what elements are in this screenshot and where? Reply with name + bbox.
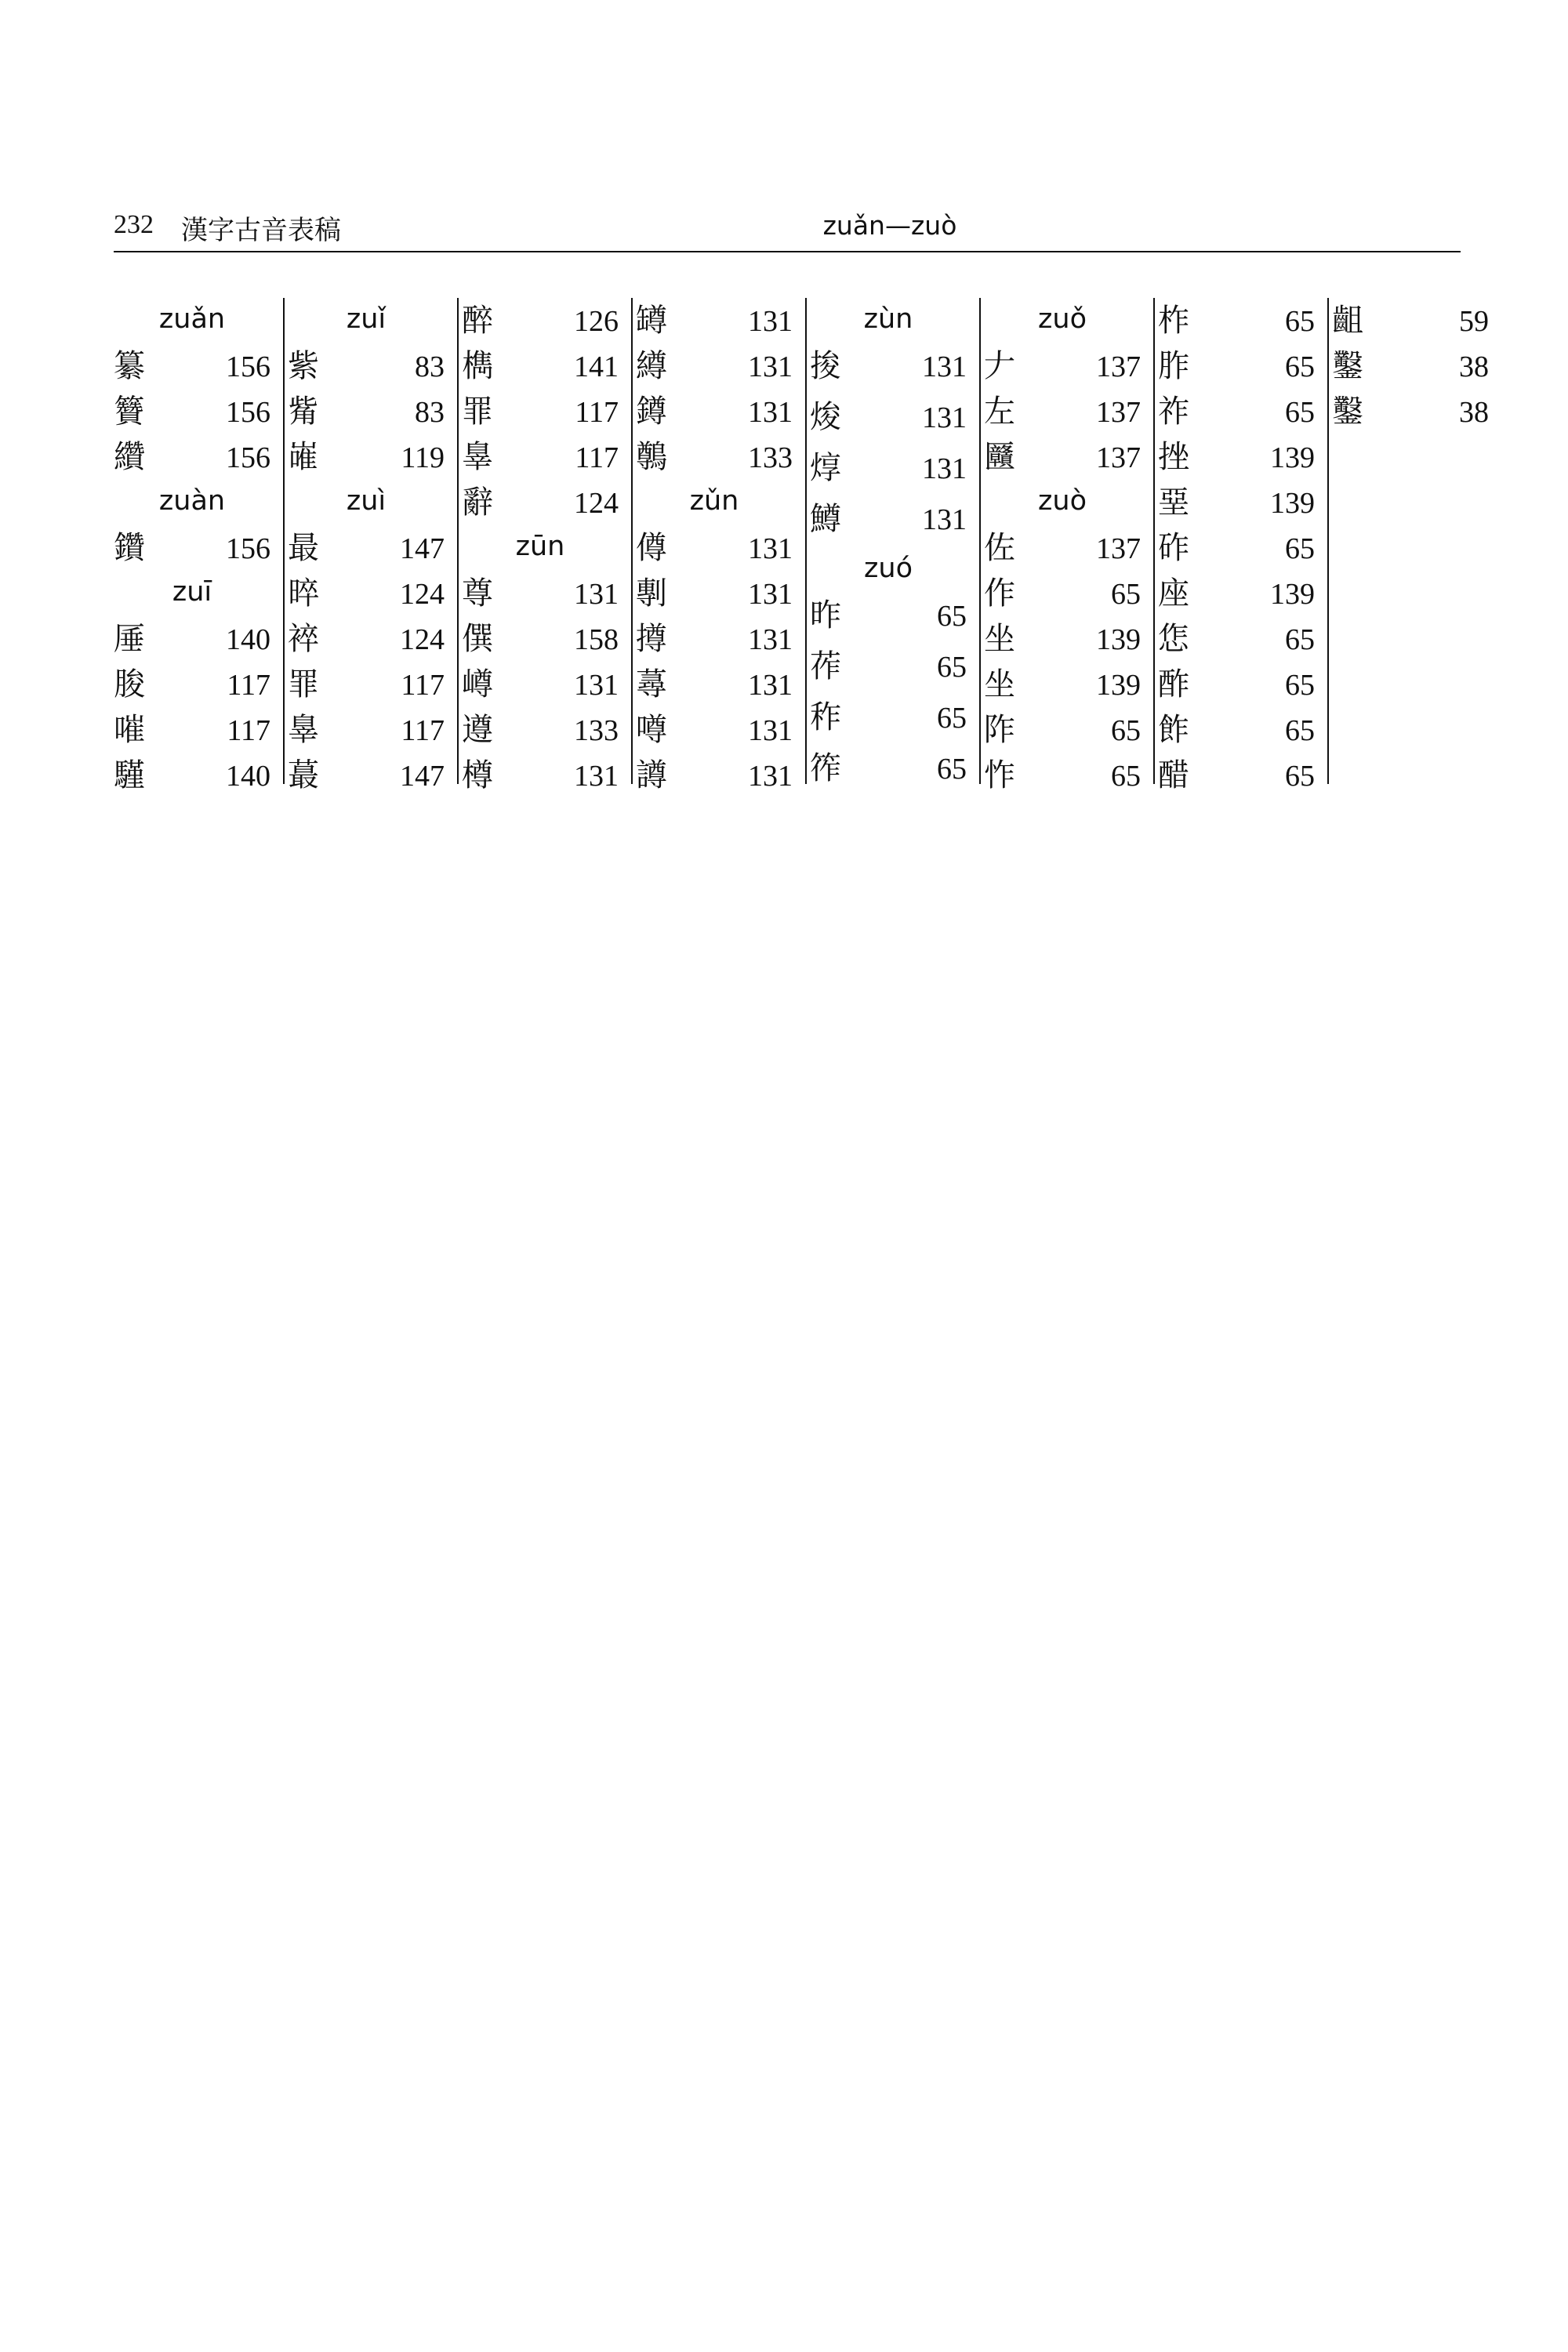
index-entry bbox=[1332, 389, 1489, 434]
index-entry bbox=[636, 616, 793, 662]
entry-character: 柞 bbox=[1158, 303, 1189, 339]
entry-character: 僎 bbox=[462, 621, 493, 657]
entry-character: 䘹 bbox=[288, 621, 319, 657]
entry-page-number: 131 bbox=[748, 578, 793, 611]
entry-character: 剸 bbox=[636, 575, 667, 612]
syllable-heading: zuò bbox=[1038, 485, 1087, 517]
index-entry bbox=[288, 343, 445, 389]
entry-page-number: 65 bbox=[1285, 305, 1315, 338]
entry-page-number: 65 bbox=[937, 600, 967, 633]
entry-character: 阼 bbox=[984, 712, 1015, 748]
entry-character: 尊 bbox=[462, 575, 493, 612]
entry-page-number: 131 bbox=[574, 669, 619, 702]
index-entry bbox=[636, 298, 793, 343]
index-entry bbox=[636, 571, 793, 616]
entry-page-number: 139 bbox=[1270, 487, 1315, 520]
entry-character: 鑽 bbox=[114, 530, 145, 566]
entry-page-number: 156 bbox=[226, 350, 270, 383]
entry-character: 撙 bbox=[636, 621, 667, 657]
entry-page-number: 137 bbox=[1096, 350, 1141, 383]
entry-page-number: 83 bbox=[415, 350, 445, 383]
index-entry bbox=[114, 662, 270, 707]
index-entry bbox=[636, 434, 793, 480]
index-entry bbox=[636, 343, 793, 389]
index-entry bbox=[984, 525, 1141, 571]
entry-page-number: 131 bbox=[574, 760, 619, 793]
entry-character: 挫 bbox=[1158, 439, 1189, 475]
entry-page-number: 147 bbox=[400, 532, 445, 565]
entry-character: 譐 bbox=[636, 757, 667, 793]
syllable-heading: zuì bbox=[346, 485, 387, 517]
entry-character: 祚 bbox=[1158, 394, 1189, 430]
entry-character: 焌 bbox=[810, 399, 841, 435]
entry-character: 樽 bbox=[462, 757, 493, 793]
entry-character: 蕁 bbox=[636, 666, 667, 702]
entry-page-number: 117 bbox=[401, 669, 445, 702]
syllable-heading: zuàn bbox=[158, 485, 226, 517]
entry-character: 蕞 bbox=[288, 757, 319, 793]
index-entry bbox=[810, 746, 967, 797]
entry-character: 莋 bbox=[810, 648, 841, 684]
index-entry bbox=[636, 525, 793, 571]
entry-page-number: 139 bbox=[1270, 578, 1315, 611]
index-column bbox=[984, 298, 1155, 793]
entry-character: 捘 bbox=[810, 348, 841, 384]
index-entry bbox=[1158, 571, 1315, 616]
entry-character: 醉 bbox=[462, 303, 493, 339]
entry-character: 鱒 bbox=[810, 501, 841, 537]
syllable-heading: zūn bbox=[515, 531, 565, 562]
entry-character: 嗺 bbox=[114, 712, 145, 748]
entry-page-number: 139 bbox=[1096, 669, 1141, 702]
index-entry bbox=[462, 753, 619, 798]
index-entry bbox=[984, 616, 1141, 662]
column-divider bbox=[979, 298, 981, 784]
entry-page-number: 59 bbox=[1459, 305, 1489, 338]
entry-character: 胙 bbox=[1158, 348, 1189, 384]
entry-character: 嶟 bbox=[462, 666, 493, 702]
index-column bbox=[288, 298, 459, 793]
index-entry bbox=[984, 389, 1141, 434]
entry-page-number: 38 bbox=[1459, 396, 1489, 429]
entry-character: 砟 bbox=[1158, 530, 1189, 566]
entry-page-number: 117 bbox=[575, 441, 619, 474]
entry-page-number: 117 bbox=[575, 396, 619, 429]
entry-page-number: 139 bbox=[1270, 441, 1315, 474]
pinyin-range: zuǎn—zuò bbox=[822, 210, 957, 241]
entry-character: 㔶 bbox=[984, 439, 1015, 475]
entry-page-number: 137 bbox=[1096, 532, 1141, 565]
entry-page-number: 139 bbox=[1096, 623, 1141, 656]
entry-page-number: 131 bbox=[922, 401, 967, 434]
index-entry bbox=[114, 434, 270, 480]
running-header bbox=[114, 205, 1461, 249]
index-entry bbox=[810, 343, 967, 394]
index-entry bbox=[984, 343, 1141, 389]
entry-character: 繜 bbox=[636, 348, 667, 384]
index-entry bbox=[1158, 389, 1315, 434]
entry-page-number: 65 bbox=[1285, 669, 1315, 702]
syllable-heading: zùn bbox=[863, 303, 913, 335]
entry-character: 秨 bbox=[810, 699, 841, 735]
index-entry bbox=[462, 616, 619, 662]
entry-page-number: 131 bbox=[748, 396, 793, 429]
entry-character: 檇 bbox=[462, 348, 493, 384]
entry-page-number: 131 bbox=[748, 760, 793, 793]
entry-character: 朘 bbox=[114, 666, 145, 702]
entry-page-number: 65 bbox=[1285, 714, 1315, 747]
entry-page-number: 131 bbox=[748, 350, 793, 383]
index-column bbox=[114, 298, 285, 793]
entry-page-number: 131 bbox=[748, 623, 793, 656]
index-entry bbox=[636, 389, 793, 434]
entry-page-number: 65 bbox=[1111, 714, 1141, 747]
column-divider bbox=[283, 298, 285, 784]
entry-page-number: 65 bbox=[1111, 760, 1141, 793]
index-entry bbox=[114, 389, 270, 434]
entry-page-number: 137 bbox=[1096, 441, 1141, 474]
index-entry bbox=[462, 662, 619, 707]
index-entry bbox=[636, 662, 793, 707]
entry-page-number: 156 bbox=[226, 441, 270, 474]
syllable-heading: zuǒ bbox=[1038, 303, 1087, 335]
page-number: 232 bbox=[114, 210, 154, 239]
syllable-heading: zuǐ bbox=[346, 303, 387, 335]
entry-page-number: 124 bbox=[400, 578, 445, 611]
index-entry bbox=[636, 707, 793, 753]
entry-page-number: 65 bbox=[1285, 760, 1315, 793]
entry-character: 作 bbox=[984, 575, 1015, 612]
index-entry bbox=[636, 753, 793, 798]
index-entry bbox=[114, 616, 270, 662]
header-rule bbox=[114, 251, 1461, 252]
entry-page-number: 65 bbox=[937, 702, 967, 735]
index-entry bbox=[1158, 480, 1315, 525]
index-entry bbox=[462, 707, 619, 753]
index-entry bbox=[462, 434, 619, 480]
index-entry bbox=[810, 394, 967, 445]
entry-page-number: 131 bbox=[748, 532, 793, 565]
entry-character: 辭 bbox=[462, 485, 493, 521]
entry-character: 辠 bbox=[462, 439, 493, 475]
entry-page-number: 131 bbox=[922, 503, 967, 536]
index-entry bbox=[288, 753, 445, 798]
entry-page-number: 65 bbox=[1285, 532, 1315, 565]
entry-character: 鑿 bbox=[1332, 348, 1363, 384]
index-entry bbox=[288, 571, 445, 616]
entry-page-number: 131 bbox=[574, 578, 619, 611]
index-entry bbox=[288, 662, 445, 707]
entry-character: 坐 bbox=[984, 621, 1015, 657]
index-entry bbox=[288, 525, 445, 571]
entry-character: 鑿 bbox=[1332, 394, 1363, 430]
entry-page-number: 65 bbox=[937, 753, 967, 786]
entry-character: 晬 bbox=[288, 575, 319, 612]
entry-character: 籫 bbox=[114, 394, 145, 430]
entry-page-number: 131 bbox=[748, 669, 793, 702]
entry-character: 噂 bbox=[636, 712, 667, 748]
index-entry bbox=[984, 707, 1141, 753]
entry-character: 焞 bbox=[810, 450, 841, 486]
entry-character: 紫 bbox=[288, 348, 319, 384]
entry-character: 罪 bbox=[462, 394, 493, 430]
entry-character: 酢 bbox=[1158, 666, 1189, 702]
index-entry bbox=[984, 753, 1141, 798]
entry-page-number: 119 bbox=[401, 441, 445, 474]
index-entry bbox=[1158, 616, 1315, 662]
entry-character: 最 bbox=[288, 530, 319, 566]
entry-page-number: 117 bbox=[401, 714, 445, 747]
entry-page-number: 65 bbox=[1285, 396, 1315, 429]
entry-character: 纂 bbox=[114, 348, 145, 384]
index-entry bbox=[810, 695, 967, 746]
index-entry bbox=[1158, 753, 1315, 798]
entry-page-number: 65 bbox=[1285, 623, 1315, 656]
syllable-heading: zuó bbox=[864, 553, 913, 584]
entry-character: 遵 bbox=[462, 712, 493, 748]
index-column bbox=[462, 298, 633, 793]
entry-page-number: 117 bbox=[227, 669, 270, 702]
entry-character: 𠂇 bbox=[984, 348, 1015, 384]
entry-page-number: 137 bbox=[1096, 396, 1141, 429]
entry-page-number: 131 bbox=[922, 350, 967, 383]
entry-page-number: 65 bbox=[1285, 350, 1315, 383]
entry-page-number: 140 bbox=[226, 760, 270, 793]
column-divider bbox=[805, 298, 807, 784]
entry-character: 嶉 bbox=[288, 439, 319, 475]
entry-character: 怍 bbox=[984, 757, 1015, 793]
index-table bbox=[114, 298, 1489, 800]
entry-page-number: 117 bbox=[227, 714, 270, 747]
entry-character: 座 bbox=[1158, 575, 1189, 612]
entry-page-number: 126 bbox=[574, 305, 619, 338]
entry-character: 筰 bbox=[810, 750, 841, 786]
entry-character: 鷷 bbox=[636, 439, 667, 475]
index-entry bbox=[114, 343, 270, 389]
index-column bbox=[1158, 298, 1329, 793]
index-entry bbox=[810, 644, 967, 695]
column-divider bbox=[631, 298, 633, 784]
entry-page-number: 38 bbox=[1459, 350, 1489, 383]
index-entry bbox=[1332, 298, 1489, 343]
entry-character: 辠 bbox=[288, 712, 319, 748]
entry-character: 厜 bbox=[114, 621, 145, 657]
entry-character: 昨 bbox=[810, 597, 841, 633]
index-entry bbox=[810, 593, 967, 644]
index-entry bbox=[288, 707, 445, 753]
index-entry bbox=[810, 445, 967, 496]
index-entry bbox=[1158, 707, 1315, 753]
entry-page-number: 156 bbox=[226, 396, 270, 429]
entry-character: 堊 bbox=[1158, 485, 1189, 521]
column-divider bbox=[1327, 298, 1329, 784]
book-title: 漢字古音表稿 bbox=[181, 215, 341, 246]
entry-page-number: 124 bbox=[574, 487, 619, 520]
entry-page-number: 124 bbox=[400, 623, 445, 656]
entry-page-number: 156 bbox=[226, 532, 270, 565]
index-entry bbox=[1158, 525, 1315, 571]
entry-character: 觜 bbox=[288, 394, 319, 430]
column-divider bbox=[1153, 298, 1155, 784]
entry-page-number: 131 bbox=[748, 714, 793, 747]
entry-page-number: 140 bbox=[226, 623, 270, 656]
index-entry bbox=[288, 616, 445, 662]
index-entry bbox=[462, 343, 619, 389]
entry-page-number: 65 bbox=[1111, 578, 1141, 611]
index-entry bbox=[114, 707, 270, 753]
index-entry bbox=[462, 298, 619, 343]
entry-character: 罪 bbox=[288, 666, 319, 702]
index-entry bbox=[288, 389, 445, 434]
index-entry bbox=[462, 571, 619, 616]
index-entry bbox=[1158, 662, 1315, 707]
index-entry bbox=[984, 662, 1141, 707]
syllable-heading: zǔn bbox=[689, 485, 739, 517]
entry-page-number: 147 bbox=[400, 760, 445, 793]
index-entry bbox=[1332, 343, 1489, 389]
entry-page-number: 158 bbox=[574, 623, 619, 656]
entry-page-number: 83 bbox=[415, 396, 445, 429]
column-divider bbox=[457, 298, 459, 784]
index-entry bbox=[114, 753, 270, 798]
entry-character: 罇 bbox=[636, 303, 667, 339]
entry-page-number: 131 bbox=[748, 305, 793, 338]
index-column bbox=[810, 298, 981, 784]
entry-character: 左 bbox=[984, 394, 1015, 430]
entry-character: 鐏 bbox=[636, 394, 667, 430]
entry-character: 㤰 bbox=[1158, 621, 1189, 657]
index-entry bbox=[810, 496, 967, 547]
index-column bbox=[636, 298, 807, 793]
index-column bbox=[1332, 298, 1503, 784]
entry-character: 坐 bbox=[984, 666, 1015, 702]
index-entry bbox=[984, 434, 1141, 480]
entry-character: 纘 bbox=[114, 439, 145, 475]
entry-page-number: 133 bbox=[748, 441, 793, 474]
entry-character: 佐 bbox=[984, 530, 1015, 566]
entry-character: 僔 bbox=[636, 530, 667, 566]
index-entry bbox=[984, 571, 1141, 616]
entry-character: 飵 bbox=[1158, 712, 1189, 748]
syllable-heading: zuǎn bbox=[158, 303, 226, 335]
index-entry bbox=[1158, 298, 1315, 343]
index-entry bbox=[1158, 434, 1315, 480]
entry-character: 齟 bbox=[1332, 303, 1363, 339]
entry-character: 醋 bbox=[1158, 757, 1189, 793]
index-entry bbox=[462, 389, 619, 434]
index-entry bbox=[1158, 343, 1315, 389]
entry-page-number: 133 bbox=[574, 714, 619, 747]
entry-page-number: 131 bbox=[922, 452, 967, 485]
entry-page-number: 141 bbox=[574, 350, 619, 383]
index-entry bbox=[462, 480, 619, 525]
entry-character: 騹 bbox=[114, 757, 145, 793]
index-entry bbox=[114, 525, 270, 571]
syllable-heading: zuī bbox=[172, 576, 212, 608]
index-entry bbox=[288, 434, 445, 480]
entry-page-number: 65 bbox=[937, 651, 967, 684]
